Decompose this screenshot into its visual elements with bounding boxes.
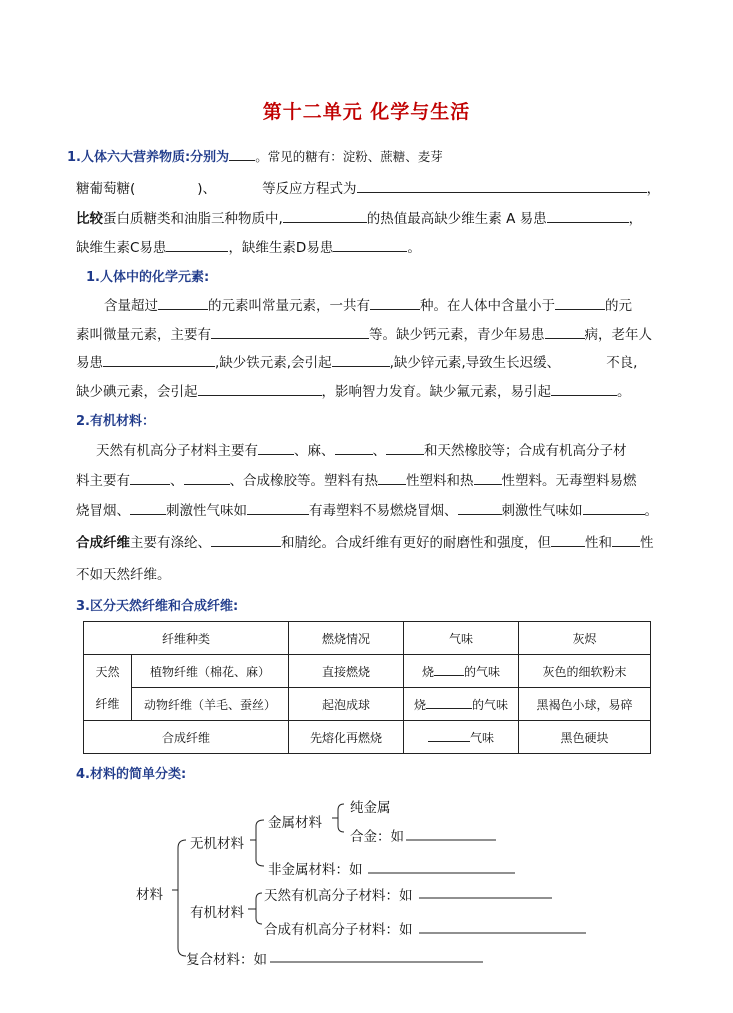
header-cell: 纤维种类: [84, 622, 289, 655]
text: 缺维生素C易患: [76, 240, 167, 256]
text: 性: [640, 535, 654, 551]
table-cell: 黑色硬块: [519, 721, 651, 754]
section-heading-organic: 2.有机材料：: [76, 414, 155, 429]
text: ，: [646, 181, 661, 197]
table-cell: 先熔化再燃烧: [289, 721, 404, 754]
text: 和腈纶。合成纤维有更好的耐磨性和强度，但: [281, 535, 551, 551]
text: 比较: [76, 211, 103, 227]
text: 。: [407, 240, 421, 256]
table-cell: 动物纤维（羊毛、蚕丝）: [132, 688, 289, 721]
text: 的气味: [472, 697, 509, 712]
text: ,缺少铁元素,会引起: [215, 355, 332, 371]
text: 纤维: [95, 696, 120, 711]
bracket: [256, 893, 262, 924]
text: 烧: [413, 697, 426, 712]
tree-organic: 有机材料: [190, 905, 244, 921]
tree-composite: 复合材料：如: [186, 952, 267, 968]
section-heading-classification: 4.材料的简单分类:: [76, 767, 187, 782]
text: 性塑料和热: [406, 473, 474, 489]
text: 、: [372, 443, 386, 459]
text: 主要有涤纶、: [130, 535, 211, 551]
header-cell: 燃烧情况: [289, 622, 404, 655]
tree-root: 材料: [136, 887, 163, 903]
text: 缺少碘元素，会引起: [76, 384, 198, 400]
text: 的元素叫常量元素，一共有: [208, 298, 370, 314]
tree-pure-metal: 纯金属: [350, 800, 391, 816]
text: )、: [197, 181, 217, 197]
tree-nonmetal: 非金属材料：如: [268, 862, 363, 878]
section-heading-elements: 1.人体中的化学元素:: [86, 270, 210, 285]
text: 、: [170, 473, 184, 489]
table-cell: 植物纤维（棉花、麻）: [132, 655, 289, 688]
text: 糖葡萄糖(: [76, 181, 136, 197]
bracket: [256, 820, 264, 866]
text: 病，老年人: [584, 327, 652, 343]
text: 。: [644, 503, 658, 519]
table-cell: 起泡成球: [289, 688, 404, 721]
text: 素叫微量元素，主要有: [76, 327, 211, 343]
text: 等反应方程式为: [262, 181, 357, 197]
text: 有毒塑料不易燃烧冒烟、: [309, 503, 458, 519]
table-cell: 直接燃烧: [289, 655, 404, 688]
text: 、麻、: [294, 443, 335, 459]
text: 烧: [421, 664, 434, 679]
text: 。常见的糖有：淀粉、蔗糖、麦芽: [255, 149, 443, 164]
section-heading-nutrients: 1.人体六大营养物质:分别为: [67, 150, 230, 165]
tree-natural-polymer: 天然有机高分子材料：如: [264, 888, 413, 904]
section-heading-fiber: 3.区分天然纤维和合成纤维:: [76, 599, 239, 614]
text: 的气味: [464, 664, 501, 679]
text: 刺激性气味如: [501, 503, 583, 519]
page-title: 第十二单元 化学与生活: [262, 101, 471, 123]
table-cell: 合成纤维: [84, 721, 289, 754]
text: 性和: [585, 535, 612, 551]
bracket: [178, 840, 186, 956]
text: ，影响智力发育。缺少氟元素，易引起: [321, 384, 551, 400]
tree-alloy: 合金：如: [350, 829, 404, 845]
text: 等。缺少钙元素，青少年易患: [369, 327, 545, 343]
text: ，: [628, 211, 643, 227]
text: 含量超过: [104, 298, 158, 314]
text: 合成纤维: [76, 535, 130, 551]
table-cell: 灰色的细软粉末: [519, 655, 651, 688]
text: 烧冒烟、: [76, 503, 130, 519]
text: 种。在人体中含量小于: [420, 298, 555, 314]
text: 料主要有: [76, 473, 130, 489]
bracket: [338, 804, 344, 832]
header-cell: 灰烬: [519, 622, 651, 655]
text: 、合成橡胶等。塑料有热: [229, 473, 378, 489]
text: 蛋白质糖类和油脂三种物质中,: [103, 211, 283, 227]
text: 易患: [76, 355, 103, 371]
text: 气味: [469, 730, 494, 745]
text: 的元: [605, 298, 632, 314]
text: 天然: [95, 664, 120, 679]
text: 天然有机高分子材料主要有: [96, 443, 258, 459]
text: ,缺少锌元素,导致生长迟缓、: [389, 355, 561, 371]
tree-synthetic-polymer: 合成有机高分子材料：如: [264, 922, 413, 938]
text: ，缺维生素D易患: [228, 240, 334, 256]
text: 。: [617, 384, 631, 400]
text: 和天然橡胶等；合成有机高分子材: [424, 443, 627, 459]
table-cell: 黑褐色小球，易碎: [519, 688, 651, 721]
text: 不良,: [606, 355, 638, 371]
tree-metal: 金属材料: [268, 815, 322, 831]
text: 性塑料。无毒塑料易燃: [501, 473, 637, 489]
text: 刺激性气味如: [166, 503, 247, 519]
text: 的热值最高缺少维生素 A 易患: [366, 211, 547, 227]
tree-inorganic: 无机材料: [190, 836, 244, 852]
header-cell: 气味: [404, 622, 519, 655]
organic-line-5: 不如天然纤维。: [76, 567, 171, 583]
